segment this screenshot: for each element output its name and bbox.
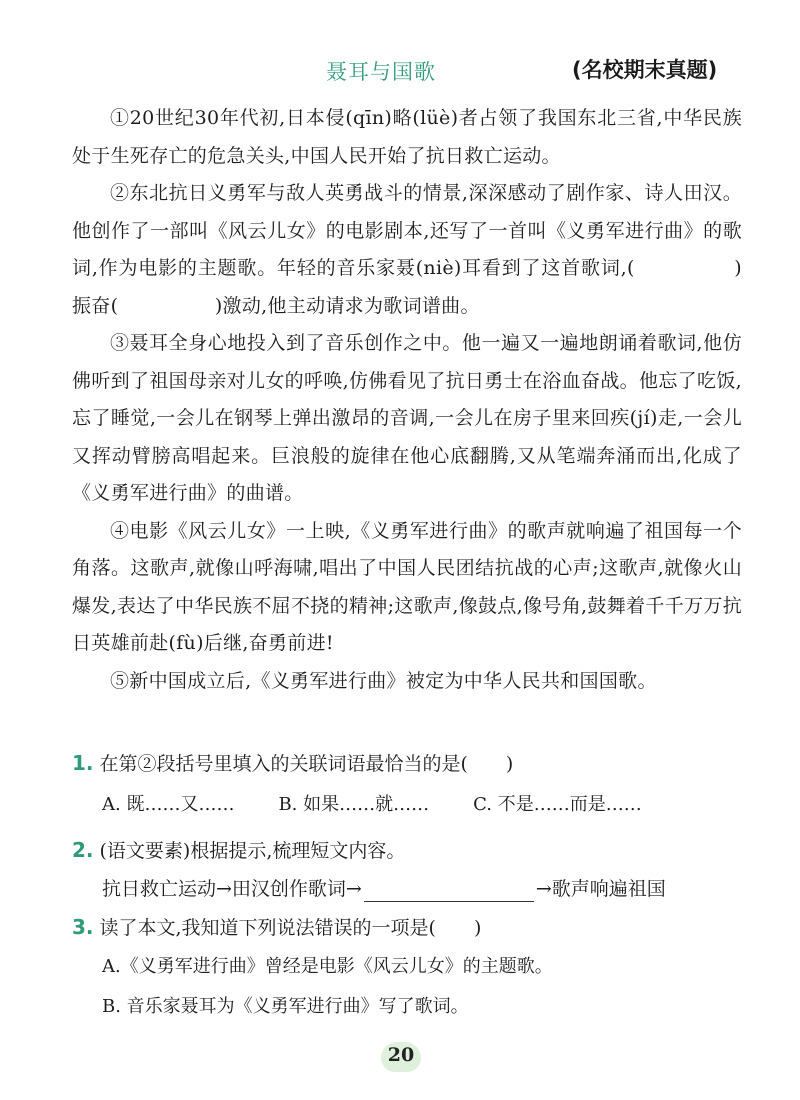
page-number-badge [381, 1040, 421, 1074]
reading-passage [72, 100, 742, 700]
paragraph-2: ②东北抗日义勇军与敌人英勇战斗的情景,深深感动了剧作家、诗人田汉。他创作了一部叫《风云儿女》的电影剧本,还写了一首叫《义勇军进行曲》的歌词,作为电影的主题歌。年轻的音乐家聂(niè)耳看到了这首歌词,( )振奋( )激动,他主动请求为歌词谱曲。 [72, 182, 742, 317]
question-1 [72, 744, 762, 783]
question-1-option-a[interactable]: A. 既……又…… [102, 794, 235, 815]
question-1-options [72, 785, 762, 825]
question-2 [72, 831, 762, 870]
question-3-text: 读了本文,我知道下列说法错误的一项是( ) [99, 917, 482, 939]
paragraph-1: ①20世纪30年代初,日本侵(qīn)略(lüè)者占领了我国东北三省,中华民族处于生死存亡的危急关头,中国人民开始了抗日救亡运动。 [72, 107, 742, 167]
question-1-text: 在第②段括号里填入的关联词语最恰当的是( ) [99, 753, 514, 775]
header [0, 52, 800, 88]
source-tag: (名校期末真题) [572, 58, 718, 82]
question-2-number: 2. [72, 838, 94, 862]
question-2-text: (语文要素)根据提示,梳理短文内容。 [99, 840, 406, 862]
question-section [72, 744, 762, 1027]
question-1-number: 1. [72, 751, 94, 775]
flow-start: 抗日救亡运动→田汉创作歌词→ [102, 878, 362, 900]
question-3 [72, 908, 762, 947]
page-number: 20 [387, 1044, 415, 1066]
question-3-number: 3. [72, 915, 94, 939]
question-3-option-b[interactable]: B. 音乐家聂耳为《义勇军进行曲》写了歌词。 [102, 996, 469, 1017]
paragraph-3: ③聂耳全身心地投入到了音乐创作之中。他一遍又一遍地朗诵着歌词,他仿佛听到了祖国母亲对儿女的呼唤,仿佛看见了抗日勇士在浴血奋战。他忘了吃饭,忘了睡觉,一会儿在钢琴上弹出激昂的音调,一会儿在房子里来回疾(jí)走,一会儿又挥动臂膀高唱起来。巨浪般的旋律在他心底翻腾,又从笔端奔涌而出,化成了《义勇军进行曲》的曲谱。 [72, 332, 742, 504]
question-2-flow [72, 870, 762, 908]
flow-end: →歌声响遍祖国 [535, 878, 666, 900]
answer-blank-line[interactable] [364, 879, 534, 902]
paragraph-4: ④电影《风云儿女》一上映,《义勇军进行曲》的歌声就响遍了祖国每一个角落。这歌声,就像山呼海啸,唱出了中国人民团结抗战的心声;这歌声,就像火山爆发,表达了中华民族不屈不挠的精神;这歌声,像鼓点,像号角,鼓舞着千千万万抗日英雄前赴(fù)后继,奋勇前进! [72, 519, 742, 654]
question-1-option-c[interactable]: C. 不是……而是…… [473, 794, 642, 815]
question-3-option-a[interactable]: A.《义勇军进行曲》曾经是电影《风云儿女》的主题歌。 [102, 956, 553, 977]
paragraph-5: ⑤新中国成立后,《义勇军进行曲》被定为中华人民共和国国歌。 [110, 669, 657, 692]
article-title: 聂耳与国歌 [326, 60, 436, 84]
question-1-option-b[interactable]: B. 如果……就…… [278, 794, 430, 815]
